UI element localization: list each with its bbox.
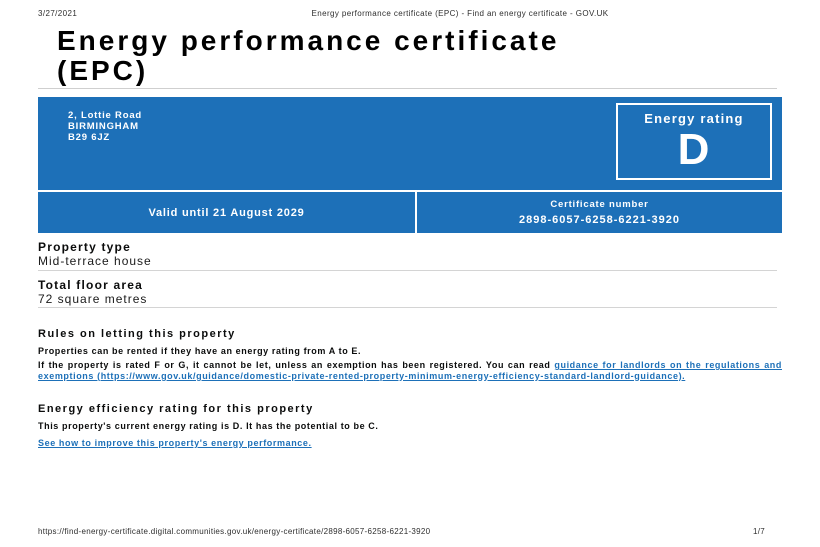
energy-rating-label: Energy rating: [644, 111, 744, 126]
total-floor-area-label: Total floor area: [38, 278, 143, 292]
title-divider: [38, 88, 777, 89]
property-address: [68, 110, 142, 143]
property-type-value: Mid-terrace house: [38, 254, 152, 268]
address-line-2: BIRMINGHAM: [68, 121, 139, 132]
energy-rating-box: [616, 103, 772, 180]
page-title-line2: (EPC): [57, 55, 149, 86]
page-title: [57, 26, 777, 86]
address-line-3: B29 6JZ: [68, 132, 111, 143]
page-title-line1: Energy performance certificate: [57, 25, 560, 56]
certificate-number-label: Certificate number: [550, 199, 649, 210]
print-page-title: Energy performance certificate (EPC) - Find an energy certificate - GOV.UK: [311, 9, 609, 18]
certificate-number: 2898-6057-6258-6221-3920: [518, 214, 680, 226]
letting-paragraph-2-text: If the property is rated F or G, it cannot be let, unless an exemption has been registered. You can read: [38, 360, 555, 370]
valid-until: Valid until 21 August 2029: [148, 206, 305, 219]
epc-summary-box: [38, 97, 782, 233]
property-type-label: Property type: [38, 240, 131, 254]
letting-paragraph-2: [38, 360, 782, 381]
improve-performance-link[interactable]: See how to improve this property's energy performance.: [38, 438, 312, 448]
landlord-guidance-link[interactable]: guidance for landlords on the regulations and exemptions (https://www.gov.uk/guidance/domestic-private-rented-property-minimum-energy-efficiency-standard-landlord-guidance).: [38, 360, 782, 381]
energy-rating-value: D: [677, 125, 711, 174]
rating-section-heading: Energy efficiency rating for this property: [38, 403, 314, 415]
summary-divider-1: [38, 270, 777, 271]
improve-performance-link-wrap: [38, 438, 782, 449]
summary-divider-2: [38, 307, 777, 308]
print-date: 3/27/2021: [38, 9, 78, 18]
print-footer-page-number: 1/7: [752, 527, 765, 536]
epc-box-bottom: [38, 190, 782, 233]
total-floor-area-value: 72 square metres: [38, 292, 148, 306]
certificate-number-cell: [415, 192, 782, 233]
rating-paragraph-1: This property's current energy rating is D. It has the potential to be C.: [38, 421, 379, 431]
letting-section-heading: Rules on letting this property: [38, 328, 236, 340]
epc-box-top: [38, 97, 782, 190]
letting-paragraph-1: Properties can be rented if they have an energy rating from A to E.: [38, 346, 362, 356]
print-footer-url: https://find-energy-certificate.digital.communities.gov.uk/energy-certificate/2898-6057-6258-6221-3920: [38, 527, 431, 536]
address-line-1: 2, Lottie Road: [68, 110, 143, 121]
